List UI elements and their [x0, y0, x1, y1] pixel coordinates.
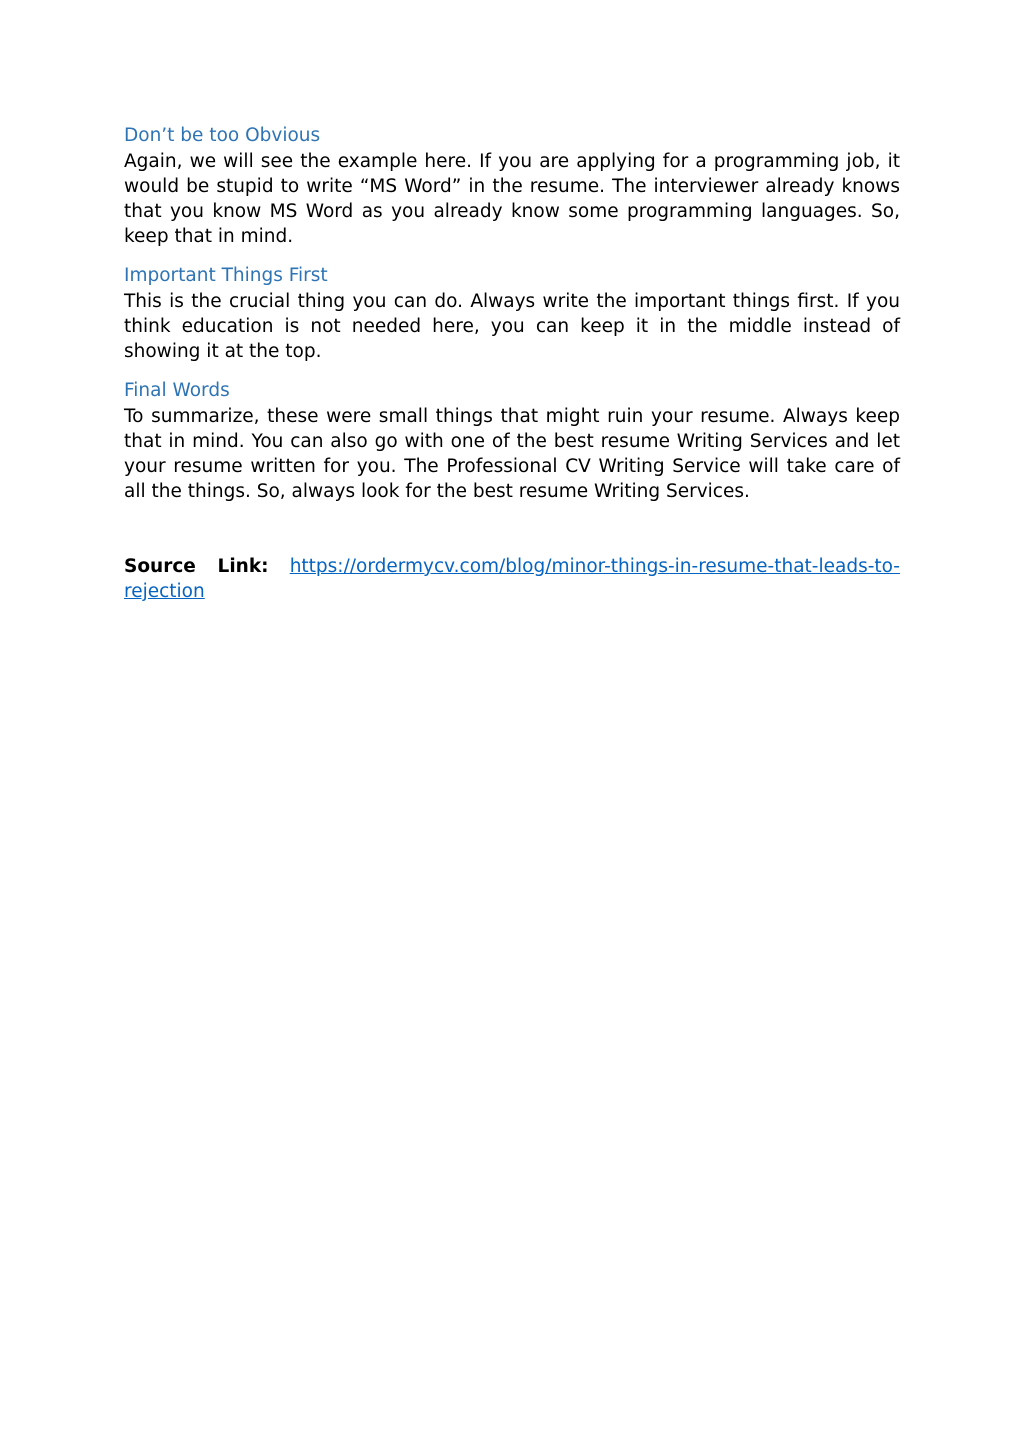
document-page — [124, 122, 900, 623]
section-final-words — [124, 377, 900, 504]
section-paragraph: Again, we will see the example here. If you are applying for a programming job, it would be stupid to write “MS Word” in the resume. The interviewer already knows that you know MS Word as you already know some programming languages. So, keep that in mind. — [124, 151, 900, 247]
section-dont-be-too-obvious — [124, 122, 900, 249]
source-link[interactable]: https://ordermycv.com/blog/minor-things-in-resume-that-leads-to-rejection — [124, 556, 900, 602]
source-label: Source Link: — [124, 556, 269, 577]
section-heading: Important Things First — [124, 265, 328, 286]
section-heading: Don’t be too Obvious — [124, 125, 321, 146]
section-important-things-first — [124, 262, 900, 364]
source-line — [124, 554, 900, 604]
section-paragraph: This is the crucial thing you can do. Always write the important things first. If you think education is not needed here, you can keep it in the middle instead of showing it at the top. — [124, 291, 900, 362]
section-heading: Final Words — [124, 380, 230, 401]
section-paragraph: To summarize, these were small things that might ruin your resume. Always keep that in mind. You can also go with one of the best resume Writing Services and let your resume written for you. The Professional CV Writing Service will take care of all the things. So, always look for the best resume Writing Services. — [124, 406, 900, 502]
